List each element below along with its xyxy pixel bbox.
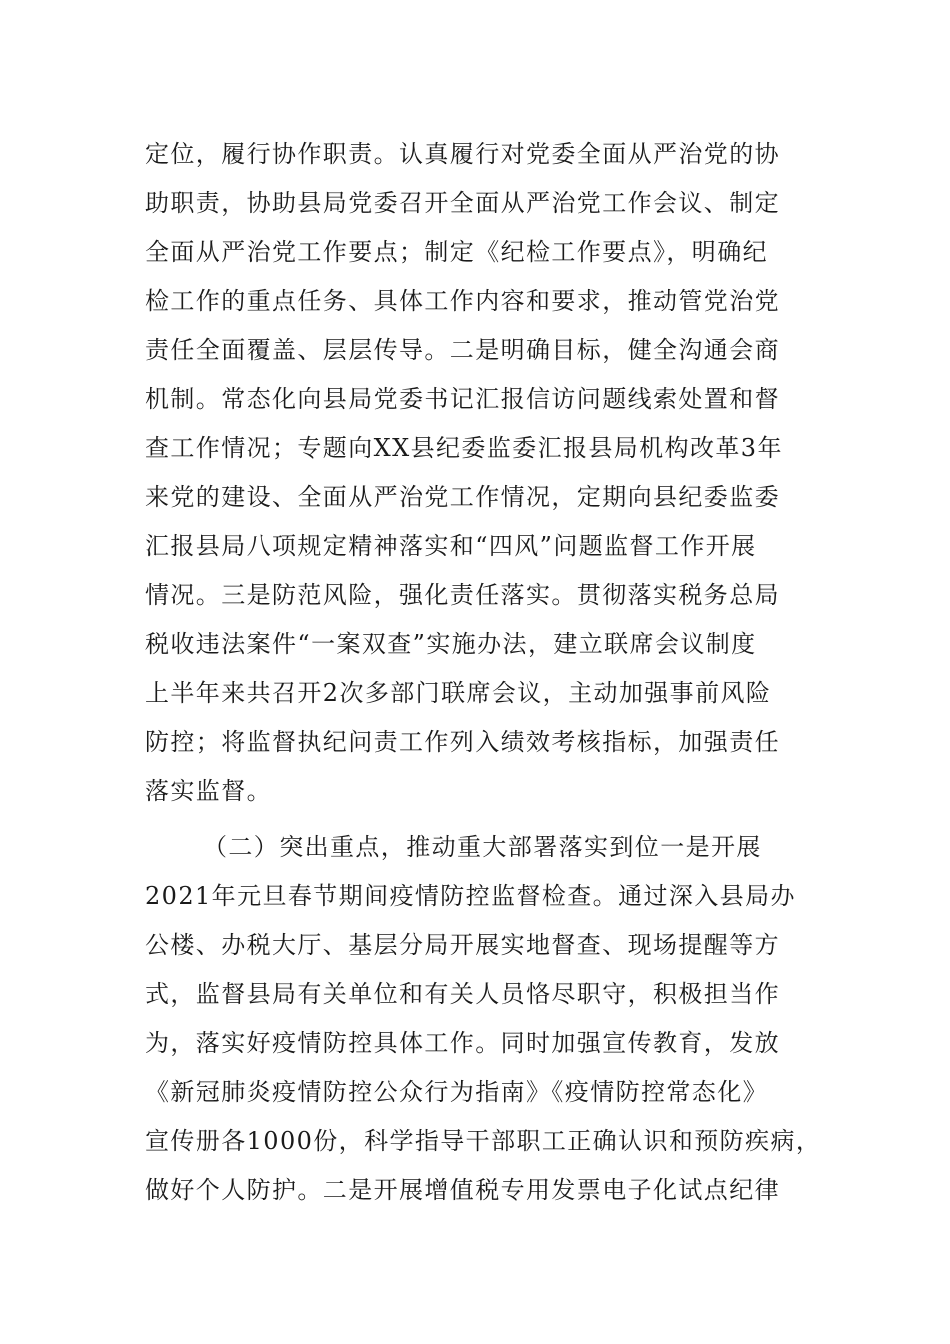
paragraph-2	[145, 823, 822, 1215]
text-line: 税收违法案件“一案双查”实施办法，建立联席会议制度	[145, 630, 757, 658]
text-line: 上半年来共召开2次多部门联席会议，主动加强事前风险	[145, 679, 772, 707]
text-line: 为，落实好疫情防控具体工作。同时加强宣传教育，发放	[145, 1029, 780, 1057]
text-line: 汇报县局八项规定精神落实和“四风”问题监督工作开展	[145, 532, 757, 560]
text-line: 宣传册各1000份，科学指导干部职工正确认识和预防疾病，	[145, 1127, 822, 1155]
text-line: 情况。三是防范风险，强化责任落实。贯彻落实税务总局	[145, 581, 780, 609]
paragraph-1	[145, 130, 810, 816]
text-line: 责任全面覆盖、层层传导。二是明确目标，健全沟通会商	[145, 336, 780, 364]
text-line: 机制。常态化向县局党委书记汇报信访问题线索处置和督	[145, 385, 780, 413]
text-line: 全面从严治党工作要点；制定《纪检工作要点》，明确纪	[145, 238, 768, 266]
text-line: 做好个人防护。二是开展增值税专用发票电子化试点纪律	[145, 1176, 780, 1204]
text-line: 《新冠肺炎疫情防控公众行为指南》《疫情防控常态化》	[145, 1078, 768, 1106]
text-line: 来党的建设、全面从严治党工作情况，定期向县纪委监委	[145, 483, 780, 511]
text-line: 式，监督县局有关单位和有关人员恪尽职守，积极担当作	[145, 980, 780, 1008]
paragraph-heading-line: （二）突出重点，推动重大部署落实到位一是开展	[203, 833, 762, 861]
text-line: 查工作情况；专题向XX县纪委监委汇报县局机构改革3年	[145, 434, 783, 462]
text-line: 2021年元旦春节期间疫情防控监督检查。通过深入县局办	[145, 882, 796, 910]
text-line: 助职责，协助县局党委召开全面从严治党工作会议、制定	[145, 189, 780, 217]
text-line: 公楼、办税大厅、基层分局开展实地督查、现场提醒等方	[145, 931, 780, 959]
text-line: 落实监督。	[145, 777, 272, 805]
text-line: 检工作的重点任务、具体工作内容和要求，推动管党治党	[145, 287, 780, 315]
text-line: 防控；将监督执纪问责工作列入绩效考核指标，加强责任	[145, 728, 780, 756]
text-line: 定位，履行协作职责。认真履行对党委全面从严治党的协	[145, 140, 780, 168]
